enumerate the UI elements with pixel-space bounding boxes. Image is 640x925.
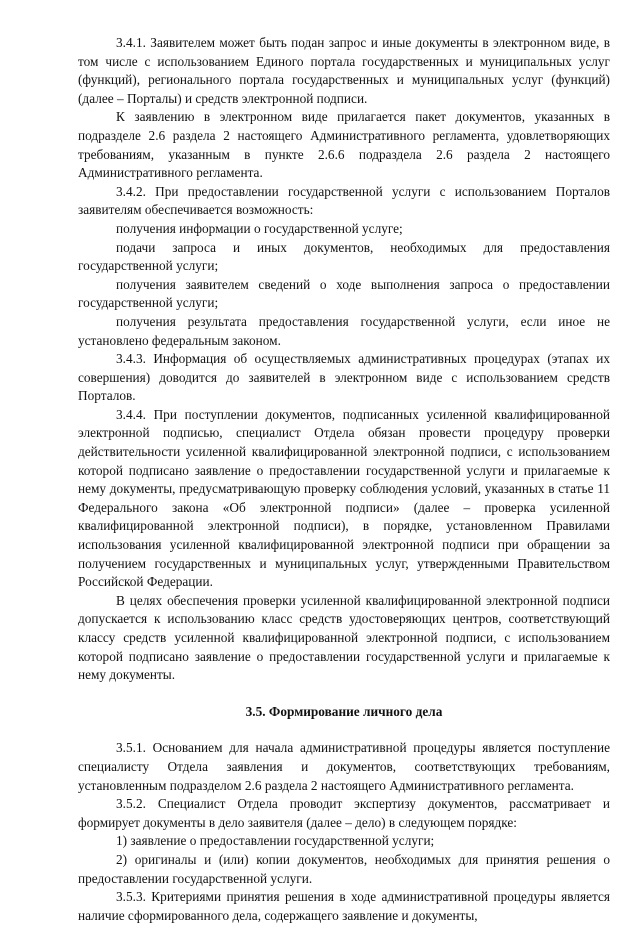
paragraph-3-4-4: 3.4.4. При поступлении документов, подписанных усиленной квалифицированной электронной подписью, специалист Отдела обязан провести процедуру проверки действительности усиленной квалифицированной электронной подписи, с использованием которой подписано заявление о предоставлении государственной услуги и прилагаемые к нему документы, предусматривающую проверку соблюдения условий, указанных в статье 11 Федерального закона «Об электронной подписи» (далее – проверка усиленной квалифицированной электронной подписи), в порядке, установленном Правилами использования усиленной квалифицированной электронной подписи при обращении за получением государственных и муниципальных услуг, утвержденными Правительством Российской Федерации. — [78, 406, 610, 590]
paragraph-3-4-1: 3.4.1. Заявителем может быть подан запрос и иные документы в электронном виде, в том числе с использованием Единого портала государственных и муниципальных услуг (функций), регионального портала государственных и муниципальных услуг (функций) (далее – Порталы) и средств электронной подписи. — [78, 35, 610, 106]
list-item-submission: подачи запроса и иных документов, необходимых для предоставления государственной услуги; — [78, 239, 610, 274]
list-item-result: получения результата предоставления государственной услуги, если иное не установлено федеральным законом. — [78, 313, 610, 348]
list-item-1: 1) заявление о предоставлении государственной услуги; — [116, 833, 435, 849]
paragraph-3-4-3: 3.4.3. Информация об осуществляемых административных процедурах (этапах их совершения) доводится до заявителей в электронном виде с использованием средств Порталов. — [78, 351, 610, 404]
list-item-status: получения заявителем сведений о ходе выполнения запроса о предоставлении государственной услуги; — [78, 276, 610, 311]
paragraph-attachment: К заявлению в электронном виде прилагается пакет документов, указанных в подразделе 2.6 раздела 2 настоящего Административного регламента, удовлетворяющих требованиям, указанным в пункте 2.6.6 подраздела 2.6 раздела 2 настоящего Административного регламента. — [78, 109, 610, 181]
section-heading: 3.5. Формирование личного дела — [245, 703, 443, 719]
section-3-4-text — [78, 34, 610, 685]
paragraph-3-5-1: 3.5.1. Основанием для начала административной процедуры является поступление специалисту Отдела заявления и документов, соответствующих требованиям, установленным подразделом 2.6 раздела 2 настоящего Административного регламента. — [78, 740, 610, 793]
list-item-2: 2) оригиналы и (или) копии документов, необходимых для принятия решения о предоставлении государственной услуги. — [78, 851, 610, 886]
paragraph-3-4-2: 3.4.2. При предоставлении государственной услуги с использованием Порталов заявителям обеспечивается возможность: — [78, 183, 610, 218]
section-3-5-text — [78, 739, 610, 925]
paragraph-3-5-2: 3.5.2. Специалист Отдела проводит экспертизу документов, рассматривает и формирует документы в дело заявителя (далее – дело) в следующем порядке: — [78, 796, 610, 830]
paragraph-signature-check: В целях обеспечения проверки усиленной квалифицированной электронной подписи допускается к использованию класс средств удостоверяющих центров, соответствующий классу средств усиленной квалифицированной электронной подписи, с использованием которой подписано заявление о предоставлении государственной услуги и прилагаемые к нему документы. — [78, 592, 610, 683]
paragraph-3-5-3: 3.5.3. Критериями принятия решения в ходе административной процедуры является наличие сформированного дела, содержащего заявление и документы, — [78, 889, 610, 923]
list-item-info: получения информации о государственной услуге; — [116, 220, 403, 236]
